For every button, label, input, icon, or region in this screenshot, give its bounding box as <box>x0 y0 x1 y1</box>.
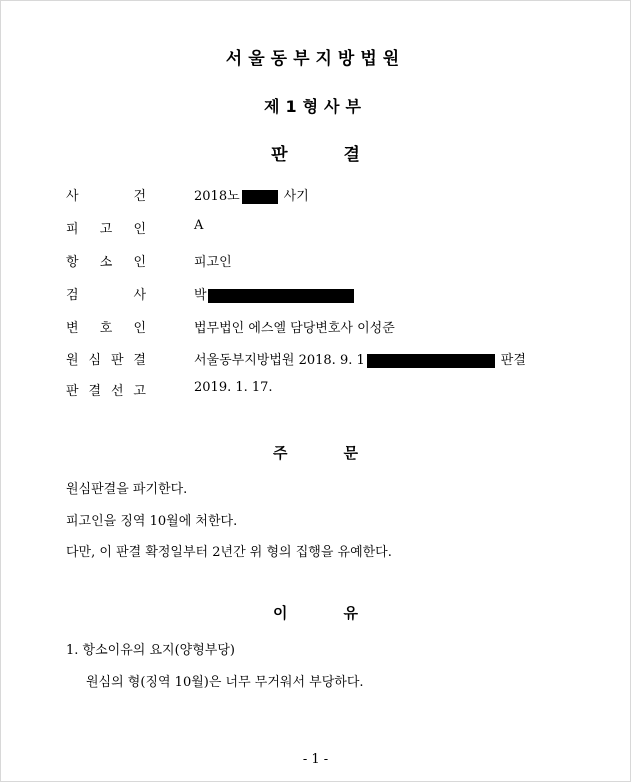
appellant-label <box>66 251 146 270</box>
label-char: 심 <box>88 353 102 368</box>
redaction-box <box>208 289 354 303</box>
document-type-char: 결 <box>343 145 360 165</box>
original-judgment-suffix: 판결 <box>500 353 526 368</box>
label-char: 변 <box>66 321 79 336</box>
label-char: 피 <box>66 222 79 237</box>
heading-char: 문 <box>343 444 358 462</box>
redaction-box <box>367 354 495 368</box>
label-char: 고 <box>133 384 146 399</box>
case-number-text: 2018노 <box>194 189 240 204</box>
prosecutor-name-text: 박 <box>194 288 207 303</box>
label-char: 사 <box>133 288 146 303</box>
original-judgment-label <box>66 349 146 368</box>
order-line: 다만, 이 판결 확정일부터 2년간 위 형의 집행을 유예한다. <box>66 545 392 560</box>
sentencing-date-value: 2019. 1. 17. <box>194 380 273 395</box>
order-heading <box>0 442 631 463</box>
label-char: 소 <box>99 255 113 270</box>
prosecutor-value <box>194 284 354 303</box>
label-char: 결 <box>133 353 146 368</box>
order-line: 피고인을 징역 10월에 처한다. <box>66 514 238 529</box>
label-char: 인 <box>133 255 146 270</box>
heading-char: 주 <box>273 444 288 462</box>
sentencing-date-label <box>66 380 146 399</box>
appellant-value: 피고인 <box>194 255 232 270</box>
label-char: 항 <box>66 255 79 270</box>
label-char: 호 <box>99 321 113 336</box>
page-number: - 1 - <box>302 752 329 767</box>
label-char: 고 <box>99 222 113 237</box>
counsel-value: 법무법인 에스엘 담당변호사 이성준 <box>194 321 395 336</box>
original-judgment-value <box>194 349 526 368</box>
label-char: 선 <box>110 384 124 399</box>
document-type <box>0 140 631 165</box>
defendant-label <box>66 218 146 237</box>
original-judgment-text: 서울동부지방법원 2018. 9. 1 <box>194 353 365 368</box>
label-char: 인 <box>133 321 146 336</box>
label-char: 검 <box>66 288 79 303</box>
label-char: 판 <box>110 353 124 368</box>
order-line: 원심판결을 파기한다. <box>66 482 188 497</box>
case-number-value <box>194 185 309 204</box>
heading-char: 이 <box>273 604 288 622</box>
court-name: 서울동부지방법원 <box>225 49 406 69</box>
label-char: 결 <box>88 384 102 399</box>
reasons-item-title: 1. 항소이유의 요지(양형부당) <box>66 643 235 658</box>
label-char: 판 <box>66 384 79 399</box>
defendant-value: A <box>194 218 204 233</box>
reasons-item-body: 원심의 형(징역 10월)은 너무 무거워서 부당하다. <box>86 675 364 690</box>
label-char: 인 <box>133 222 146 237</box>
redaction-box <box>242 190 278 204</box>
reasons-heading <box>0 602 631 623</box>
case-number-label <box>66 185 146 204</box>
division-name: 제1형사부 <box>264 97 367 116</box>
heading-char: 유 <box>343 604 358 622</box>
label-char: 건 <box>133 189 146 204</box>
counsel-label <box>66 317 146 336</box>
label-char: 사 <box>66 189 79 204</box>
document-type-char: 판 <box>271 145 288 165</box>
label-char: 원 <box>66 353 79 368</box>
prosecutor-label <box>66 284 146 303</box>
case-charge-text: 사기 <box>283 189 309 204</box>
